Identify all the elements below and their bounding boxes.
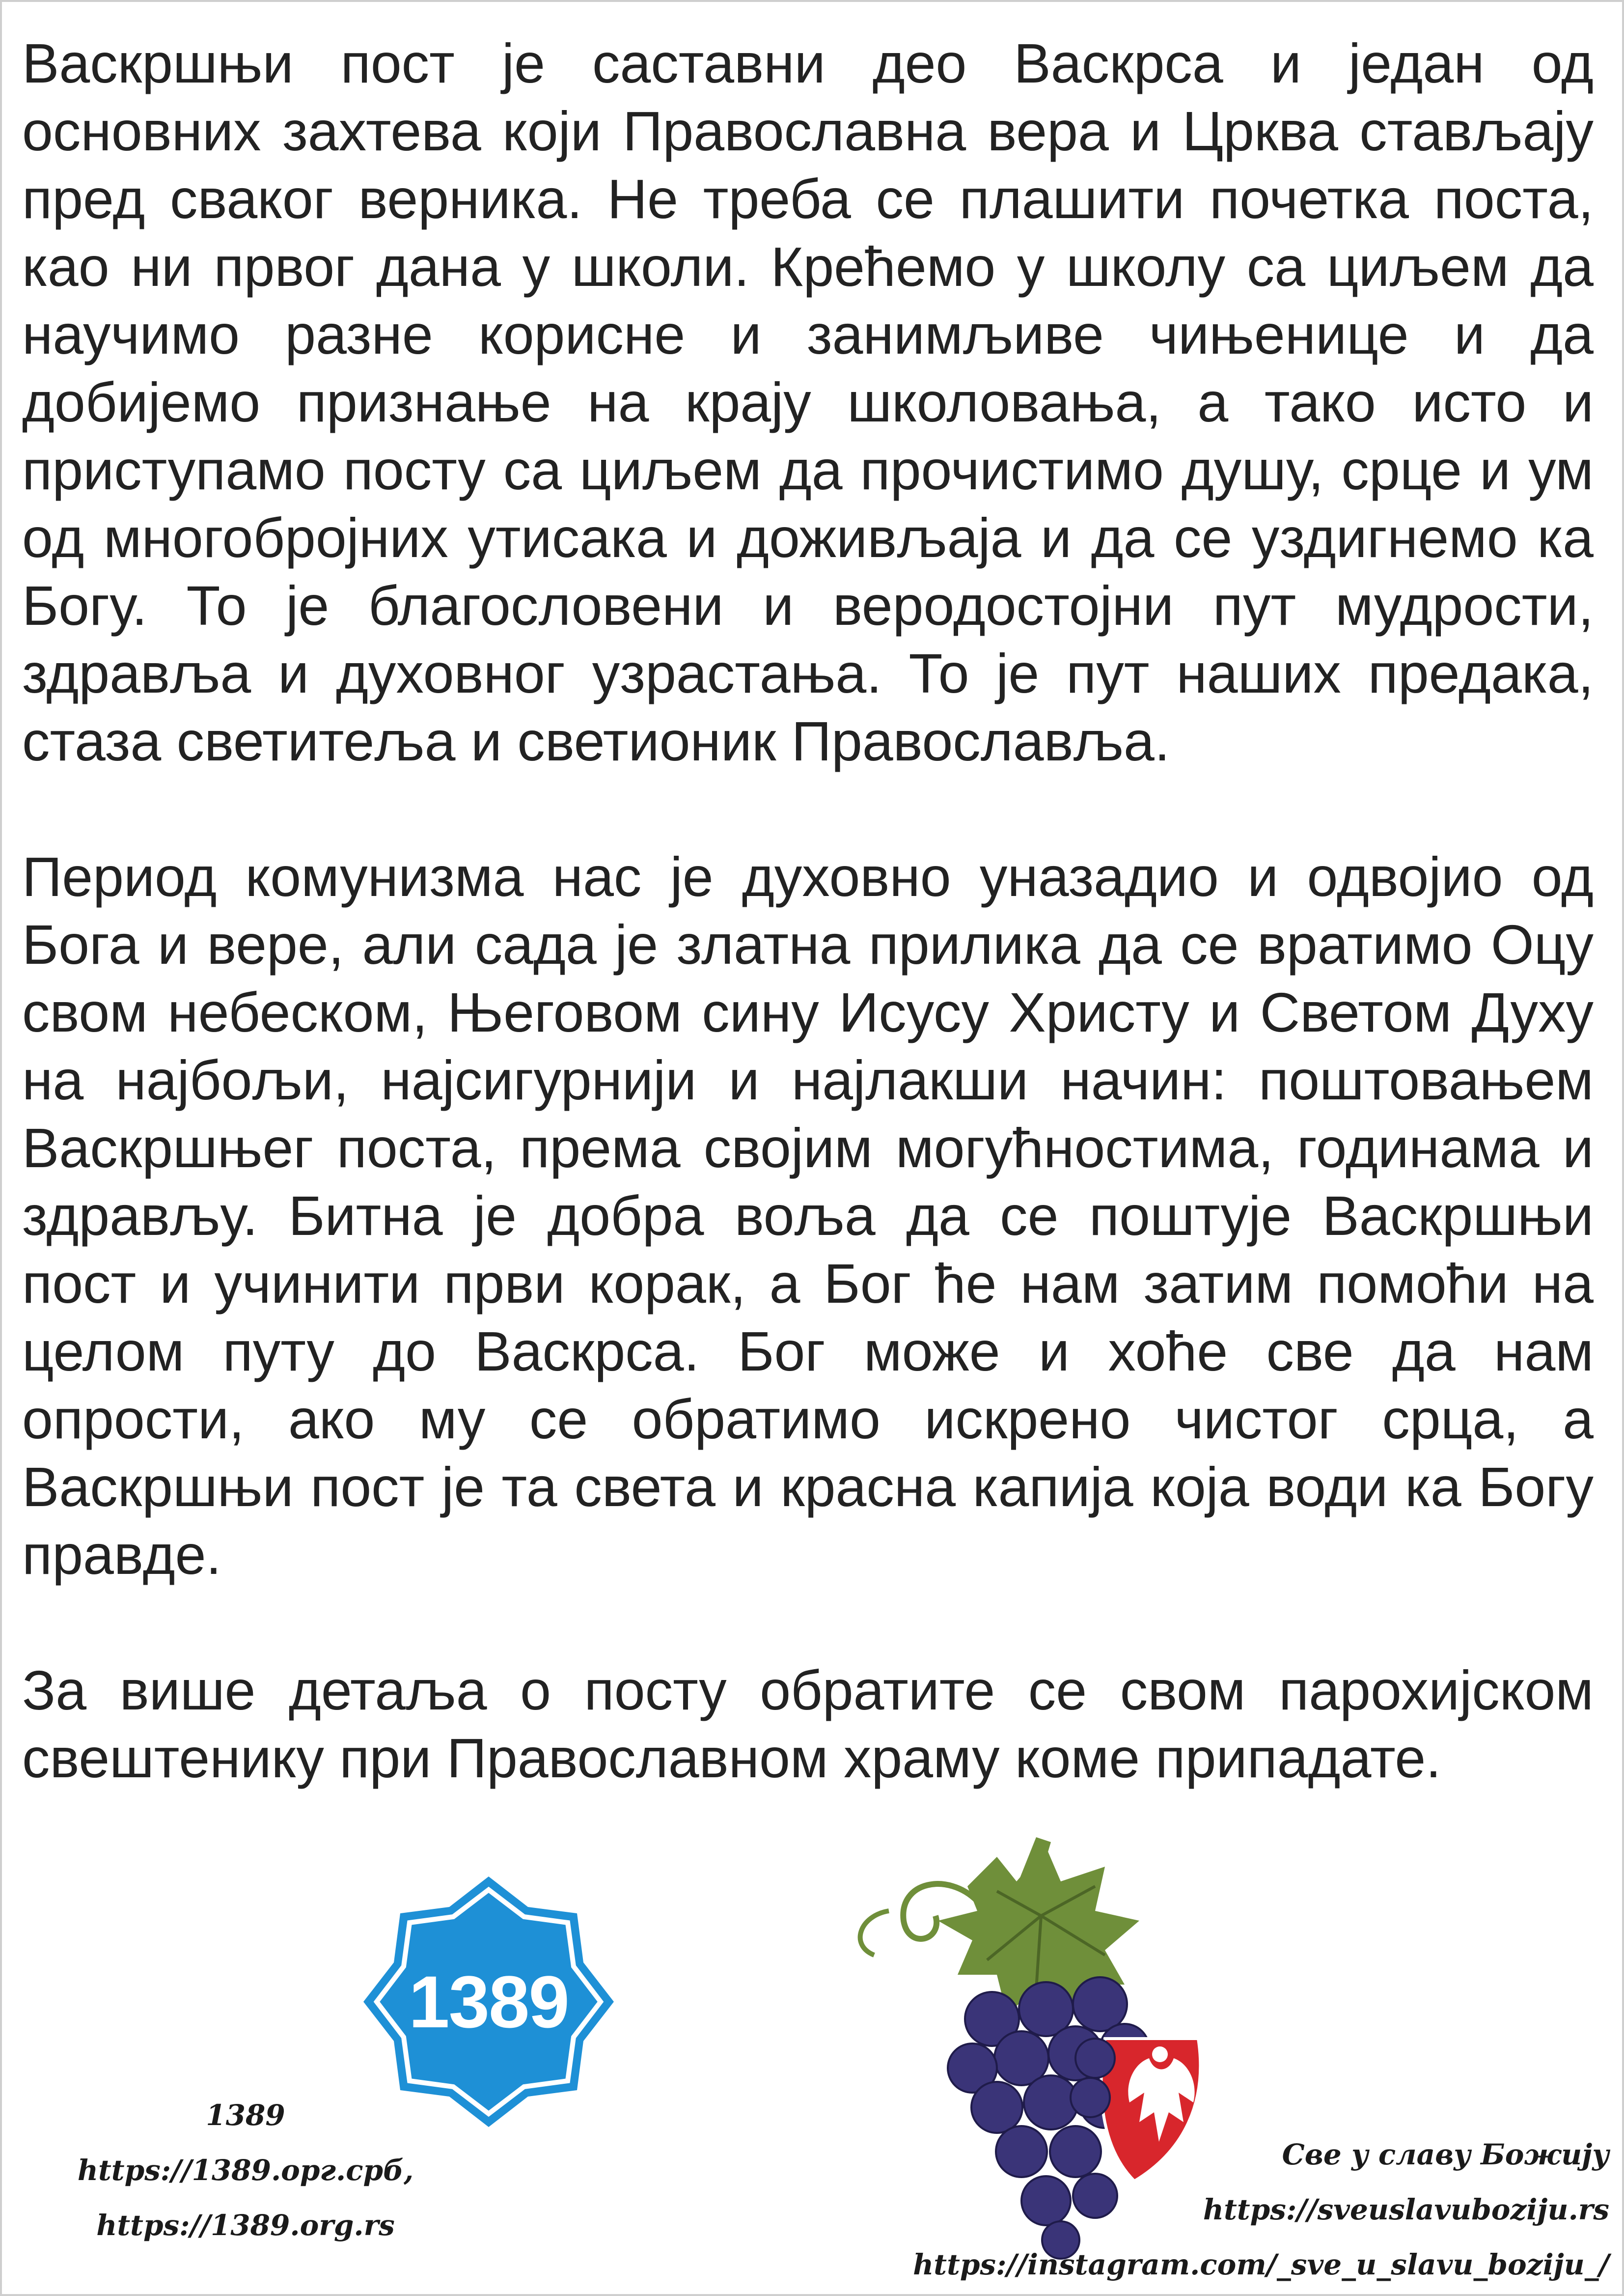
motto: Све у славу Божију — [1282, 2138, 1609, 2171]
org-url-latin[interactable]: https://1389.org.rs — [96, 2209, 395, 2242]
paragraph-3: За више детаља о посту обратите се свом парохијском свештенику при Православном храму коме припадате. — [22, 1659, 1594, 1789]
paragraph-2: Период комунизма нас је духовно уназадио и одвојио од Бога и вере, али сада је златна прилика да се вратимо Оцу свом небеском, Његовом сину Исусу Христу и Светом Духу на најбољи, најсигурнији и најлакши начин: поштовањем Васкршњег поста, према својим могућностима, годинама и здрављу. Битна је добра воља да се поштује Васкршњи пост и учинити први корак, а Бог ће нам затим помоћи на целом путу до Васкрса. Бог може и хоће све да нам опрости, ако му се обратимо искрено чистог срца, а Васкршњи пост је та света и красна капија која води ка Богу правде. — [22, 846, 1594, 1586]
emblem-number: 1389 — [409, 1960, 569, 2043]
instagram-url[interactable]: https://instagram.com/_sve_u_slavu_boziju_/ — [913, 2248, 1609, 2281]
article-body — [22, 29, 1594, 1792]
org-name: 1389 — [206, 2099, 285, 2132]
site-url[interactable]: https://sveuslavuboziju.rs — [1203, 2193, 1609, 2226]
paragraph-1: Васкршњи пост је саставни део Васкрса и један од основних захтева који Православна вера и Црква стављају пред сваког верника. Не треба се плашити почетка поста, као ни првог дана у школи. Крећемо у школу са циљем да научимо разне корисне и занимљиве чињенице и да добијемо признање на крају школовања, а тако исто и приступамо посту са циљем да прочистимо душу, срце и ум од многобројних утисака и доживљаја и да се уздигнемо ка Богу. То је благословени и веродостојни пут мудрости, здравља и духовног узрастања. То је пут наших предака, стаза светитеља и светионик Православља. — [22, 32, 1594, 772]
right-footer — [824, 2127, 1609, 2292]
org-url-cyrillic[interactable]: https://1389.орг.срб, — [77, 2154, 414, 2187]
left-footer — [64, 2088, 427, 2253]
